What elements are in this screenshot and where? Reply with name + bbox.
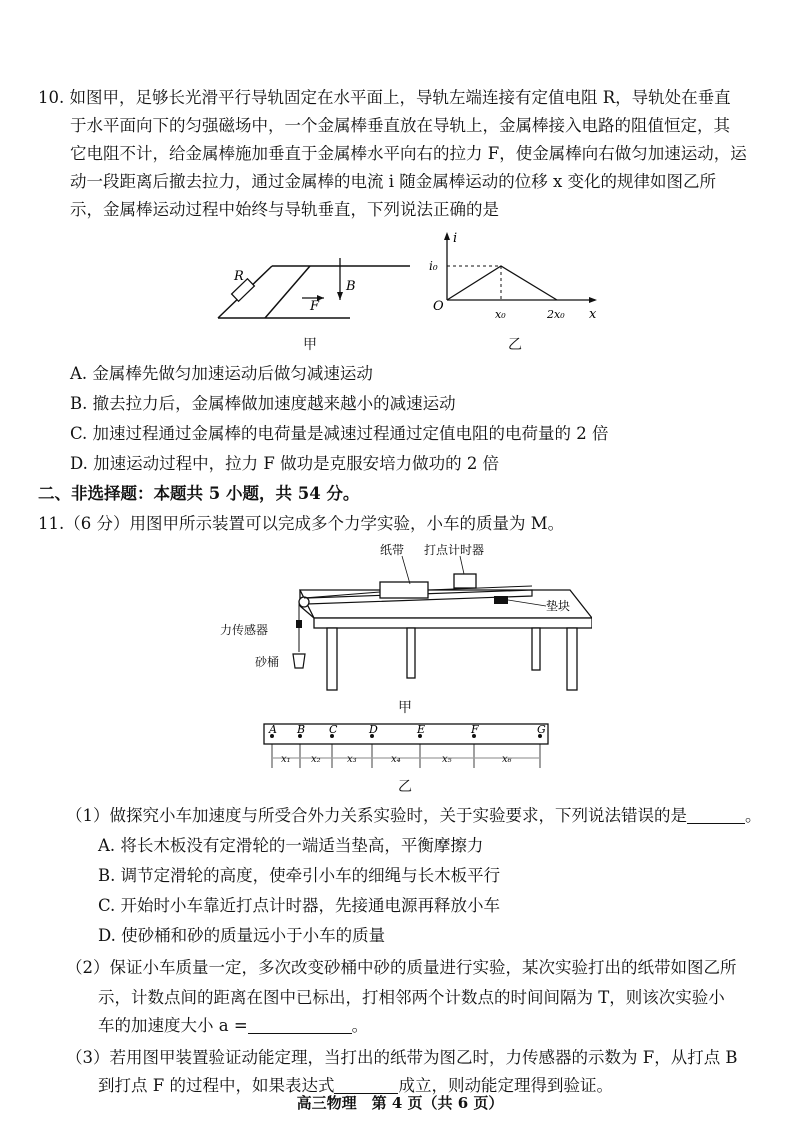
label-R: R [234,269,244,284]
q11-part3-line-1: （3）若用图甲装置验证动能定理，当打出的纸带为图乙时，力传感器的示数为 F，从打点 B [66,1048,738,1067]
tape-segment-label: x₅ [442,754,452,765]
page-footer: 高三物理 第 4 页（共 6 页） [296,1094,504,1112]
q11-intro: 11.（6 分）用图甲所示装置可以完成多个力学实验，小车的质量为 M。 [38,514,565,533]
tape-segment-label: x₂ [311,754,321,765]
q11-part1-option-a: A. 将长木板没有定滑轮的一端适当垫高，平衡摩擦力 [98,836,484,855]
tape-segment-label: x₄ [391,754,401,765]
answer-blank-1[interactable] [687,807,745,824]
q10-line-5: 示，金属棒运动过程中始终与导轨垂直，下列说法正确的是 [70,200,499,219]
section-heading: 二、非选择题：本题共 5 小题，共 54 分。 [38,484,360,503]
label-block: 垫块 [546,599,571,613]
caption-jia-q11: 甲 [398,700,412,716]
tick-x0: x₀ [495,308,506,321]
figure-apparatus [232,540,592,700]
q11-part1-stem: （1）做探究小车加速度与所受合外力关系实验时，关于实验要求，下列说法错误的是 。 [66,806,762,825]
q10-line-4: 动一段距离后撤去拉力，通过金属棒的电流 i 随金属棒运动的位移 x 变化的规律如图乙所 [70,172,717,191]
figure-paper-tape [262,720,552,778]
q10-option-d: D. 加速运动过程中，拉力 F 做功是克服安培力做功的 2 倍 [70,454,500,473]
q11-part2-line-3: 车的加速度大小 a = 。 [98,1016,369,1035]
timer-icon [454,574,476,588]
q10-option-a: A. 金属棒先做匀加速运动后做匀减速运动 [70,364,373,383]
label-B: B [346,279,356,294]
tick-i0: i₀ [429,259,438,273]
tape-point-label: A [269,723,277,736]
label-timer: 打点计时器 [424,543,485,557]
label-sand-bucket: 砂桶 [255,655,280,669]
figure-rails [200,238,420,338]
caption-jia-q10: 甲 [303,337,317,353]
q11-part1-option-b: B. 调节定滑轮的高度，使牵引小车的细绳与长木板平行 [98,866,501,885]
tape-point-label: B [297,723,306,736]
axis-label-i: i [453,231,458,246]
tape-point-label: G [537,723,546,736]
q10-option-c: C. 加速过程通过金属棒的电荷量是减速过程通过定值电阻的电荷量的 2 倍 [70,424,609,443]
q10-option-b: B. 撤去拉力后，金属棒做加速度越来越小的减速运动 [70,394,456,413]
tape-segment-label: x₆ [502,754,512,765]
q10-line-3: 它电阻不计，给金属棒施加垂直于金属棒水平向右的拉力 F，使金属棒向右做匀加速运动，运 [70,144,747,163]
tape-segment-label: x₃ [347,754,357,765]
tape-segment-label: x₁ [281,754,291,765]
q10-line-2: 于水平面向下的匀强磁场中，一个金属棒垂直放在导轨上，金属棒接入电路的阻值恒定，其 [70,116,730,135]
answer-blank-2[interactable] [248,1017,352,1034]
cart-icon [380,582,428,598]
axis-label-x: x [589,307,597,322]
label-force-sensor: 力传感器 [220,623,269,637]
origin-label: O [433,299,444,314]
tape-point-label: D [369,723,378,736]
q11-part3-line-2: 到打点 F 的过程中，如果表达式 成立，则动能定理得到验证。 [98,1076,613,1095]
tape-point-label: E [417,723,426,736]
block-icon [494,596,508,604]
q11-part2-line-1: （2）保证小车质量一定，多次改变砂桶中砂的质量进行实验，某次实验打出的纸带如图乙所 [66,958,737,977]
pulley-icon [299,597,309,607]
q10-line-1: 10. 如图甲，足够长光滑平行导轨固定在水平面上，导轨左端连接有定值电阻 R，导轨处在垂直 [38,88,731,107]
caption-yi-q10: 乙 [508,337,522,353]
q11-part2-line-2: 示，计数点间的距离在图中已标出，打相邻两个计数点的时间间隔为 T，则该次实验小 [98,988,725,1007]
label-F: F [310,299,320,314]
q11-part1-option-d: D. 使砂桶和砂的质量远小于小车的质量 [98,926,386,945]
label-paper-tape: 纸带 [380,543,405,557]
tape-point-label: F [471,723,479,736]
tape-point-label: C [329,723,338,736]
tick-2x0: 2x₀ [547,308,565,321]
q11-part1-option-c: C. 开始时小车靠近打点计时器，先接通电源再释放小车 [98,896,501,915]
figure-i-x-graph [425,228,605,328]
caption-yi-q11: 乙 [398,779,412,795]
